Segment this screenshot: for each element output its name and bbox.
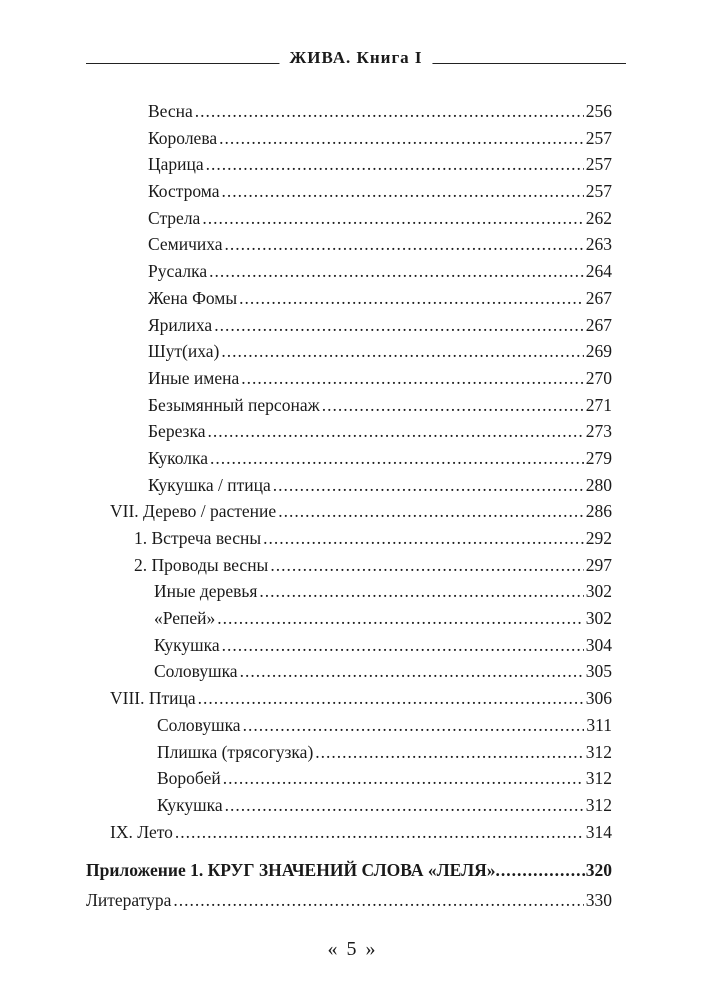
toc-entry-page: 302	[585, 581, 612, 602]
toc-entry[interactable]	[0, 819, 612, 846]
toc-leader-dots	[241, 365, 584, 392]
toc-entry[interactable]	[0, 98, 612, 125]
toc-entry[interactable]	[0, 605, 612, 632]
toc-entry[interactable]	[0, 472, 612, 499]
toc-leader-dots	[223, 765, 584, 792]
toc-entry[interactable]	[0, 365, 612, 392]
toc-entry-label: Куколка	[148, 447, 208, 468]
toc-entry-page: 273	[585, 421, 612, 442]
toc-entry[interactable]	[0, 418, 612, 445]
toc-entry-label: Кукушка	[157, 794, 223, 815]
toc-leader-dots	[496, 856, 586, 884]
toc-entry-label: VII. Дерево / растение	[110, 501, 277, 522]
toc-entry[interactable]	[0, 151, 612, 178]
toc-entry-page: 262	[585, 207, 612, 228]
toc-leader-dots	[219, 125, 584, 152]
toc-leader-dots	[217, 605, 583, 632]
toc-entry-page: 311	[586, 714, 612, 735]
toc-entry-label: Иные имена	[148, 367, 240, 388]
toc-entry-page: 304	[585, 634, 612, 655]
toc-entry-label: Семичиха	[148, 234, 223, 255]
toc-entry-label: Ярилиха	[148, 314, 213, 335]
toc-entry[interactable]	[0, 712, 612, 739]
toc-entry-label: Царица	[148, 154, 204, 175]
toc-leader-dots	[206, 151, 584, 178]
toc-entry-label: Литература	[86, 890, 172, 910]
toc-entry-page: 267	[585, 314, 612, 335]
toc-entry-label: Кукушка	[154, 634, 220, 655]
toc-entry-label: Стрела	[148, 207, 201, 228]
toc-leader-dots	[195, 98, 584, 125]
toc-entry-label: Кострома	[148, 181, 220, 202]
toc-entry-label: «Репей»	[154, 608, 216, 629]
toc-entry-page: 320	[585, 860, 612, 880]
toc-entry[interactable]	[0, 258, 612, 285]
toc-entry[interactable]	[0, 205, 612, 232]
toc-leader-dots	[173, 886, 583, 914]
toc-entry-label: Жена Фомы	[148, 287, 238, 308]
toc-entry-page: 305	[585, 661, 612, 682]
toc-leader-dots	[210, 445, 584, 472]
toc-entry-literature[interactable]	[86, 886, 612, 914]
toc-entry[interactable]	[0, 285, 612, 312]
toc-entry-label: Воробей	[157, 768, 221, 789]
toc-entry-page: 264	[585, 261, 612, 282]
toc-entry-page: 270	[585, 367, 612, 388]
toc-entry-page: 312	[585, 768, 612, 789]
toc-entry-label: Королева	[148, 127, 218, 148]
toc-entry-page: 257	[585, 181, 612, 202]
toc-entry-page: 292	[585, 528, 612, 548]
toc-entry[interactable]	[0, 125, 612, 152]
toc-leader-dots	[202, 205, 583, 232]
table-of-contents	[0, 98, 705, 845]
toc-entry-label: Иные деревья	[154, 581, 258, 602]
toc-entry-page: 263	[585, 234, 612, 255]
toc-entry-label: Безымянный персонаж	[148, 394, 320, 415]
toc-entry[interactable]	[0, 685, 612, 712]
toc-entry-page: 279	[585, 447, 612, 468]
toc-leader-dots	[270, 552, 583, 579]
toc-entry-label: VIII. Птица	[110, 688, 196, 709]
toc-entry-label: IX. Лето	[110, 821, 173, 842]
toc-leader-dots	[222, 632, 584, 659]
toc-entry-label: Шут(иха)	[148, 341, 220, 362]
toc-entry-page: 314	[585, 821, 612, 842]
toc-entry-page: 267	[585, 287, 612, 308]
toc-entry-page: 280	[585, 474, 612, 495]
toc-entry-label: Березка	[148, 421, 206, 442]
toc-entry[interactable]	[0, 231, 612, 258]
toc-entry-page: 312	[585, 794, 612, 815]
toc-entry[interactable]	[0, 632, 612, 659]
toc-entry-label: Русалка	[148, 261, 208, 282]
toc-entry[interactable]	[0, 765, 612, 792]
toc-entry-page: 312	[585, 741, 612, 762]
toc-entry-page: 306	[585, 688, 612, 709]
toc-leader-dots	[315, 739, 583, 766]
toc-entry[interactable]	[0, 498, 612, 525]
toc-leader-dots	[239, 285, 584, 312]
toc-leader-dots	[243, 712, 585, 739]
toc-entry-page: 256	[585, 101, 612, 121]
toc-leader-dots	[207, 418, 583, 445]
toc-leader-dots	[278, 498, 584, 525]
toc-entry-label: Соловушка	[157, 714, 241, 735]
page-number: « 5 »	[327, 938, 378, 960]
toc-leader-dots	[214, 312, 584, 339]
toc-entry-label: Плишка (трясогузка)	[157, 741, 314, 762]
toc-entry-label: Кукушка / птица	[148, 474, 271, 495]
toc-leader-dots	[263, 525, 584, 552]
toc-entry[interactable]	[0, 338, 612, 365]
toc-leader-dots	[221, 338, 583, 365]
toc-entry-appendix[interactable]	[86, 856, 612, 884]
toc-entry[interactable]	[0, 552, 612, 579]
toc-leader-dots	[209, 258, 584, 285]
toc-leader-dots	[175, 819, 584, 846]
toc-leader-dots	[222, 178, 584, 205]
toc-entry-label: 1. Встреча весны	[134, 528, 262, 548]
toc-leader-dots	[273, 472, 584, 499]
toc-leader-dots	[225, 792, 584, 819]
toc-leader-dots	[198, 685, 584, 712]
toc-entry-page: 271	[585, 394, 612, 415]
toc-entry[interactable]	[0, 445, 612, 472]
toc-entry[interactable]	[0, 792, 612, 819]
toc-entry-page: 297	[585, 554, 612, 575]
toc-entry-label: Приложение 1. КРУГ ЗНАЧЕНИЙ СЛОВА «ЛЕЛЯ»	[86, 860, 496, 880]
toc-entry[interactable]	[0, 578, 612, 605]
toc-entry[interactable]	[0, 739, 612, 766]
toc-entry[interactable]	[0, 658, 612, 685]
toc-entry-page: 286	[585, 501, 612, 522]
toc-entry[interactable]	[0, 312, 612, 339]
toc-entry-label: Соловушка	[154, 661, 238, 682]
toc-leader-dots	[259, 578, 583, 605]
toc-entry-page: 269	[585, 341, 612, 362]
toc-entry-label: Весна	[148, 101, 193, 121]
toc-entry[interactable]	[0, 525, 612, 552]
toc-entry[interactable]	[0, 178, 612, 205]
toc-leader-dots	[225, 231, 584, 258]
toc-entry-page: 257	[585, 154, 612, 175]
toc-leader-dots	[322, 392, 584, 419]
toc-entry-label: 2. Проводы весны	[134, 554, 269, 575]
toc-entry-page: 302	[585, 608, 612, 629]
toc-entry-page: 330	[585, 890, 612, 910]
header-title: ЖИВА. Книга I	[279, 48, 432, 68]
toc-entry-page: 257	[585, 127, 612, 148]
toc-leader-dots	[240, 658, 584, 685]
toc-entry[interactable]	[0, 392, 612, 419]
running-header	[86, 48, 626, 72]
